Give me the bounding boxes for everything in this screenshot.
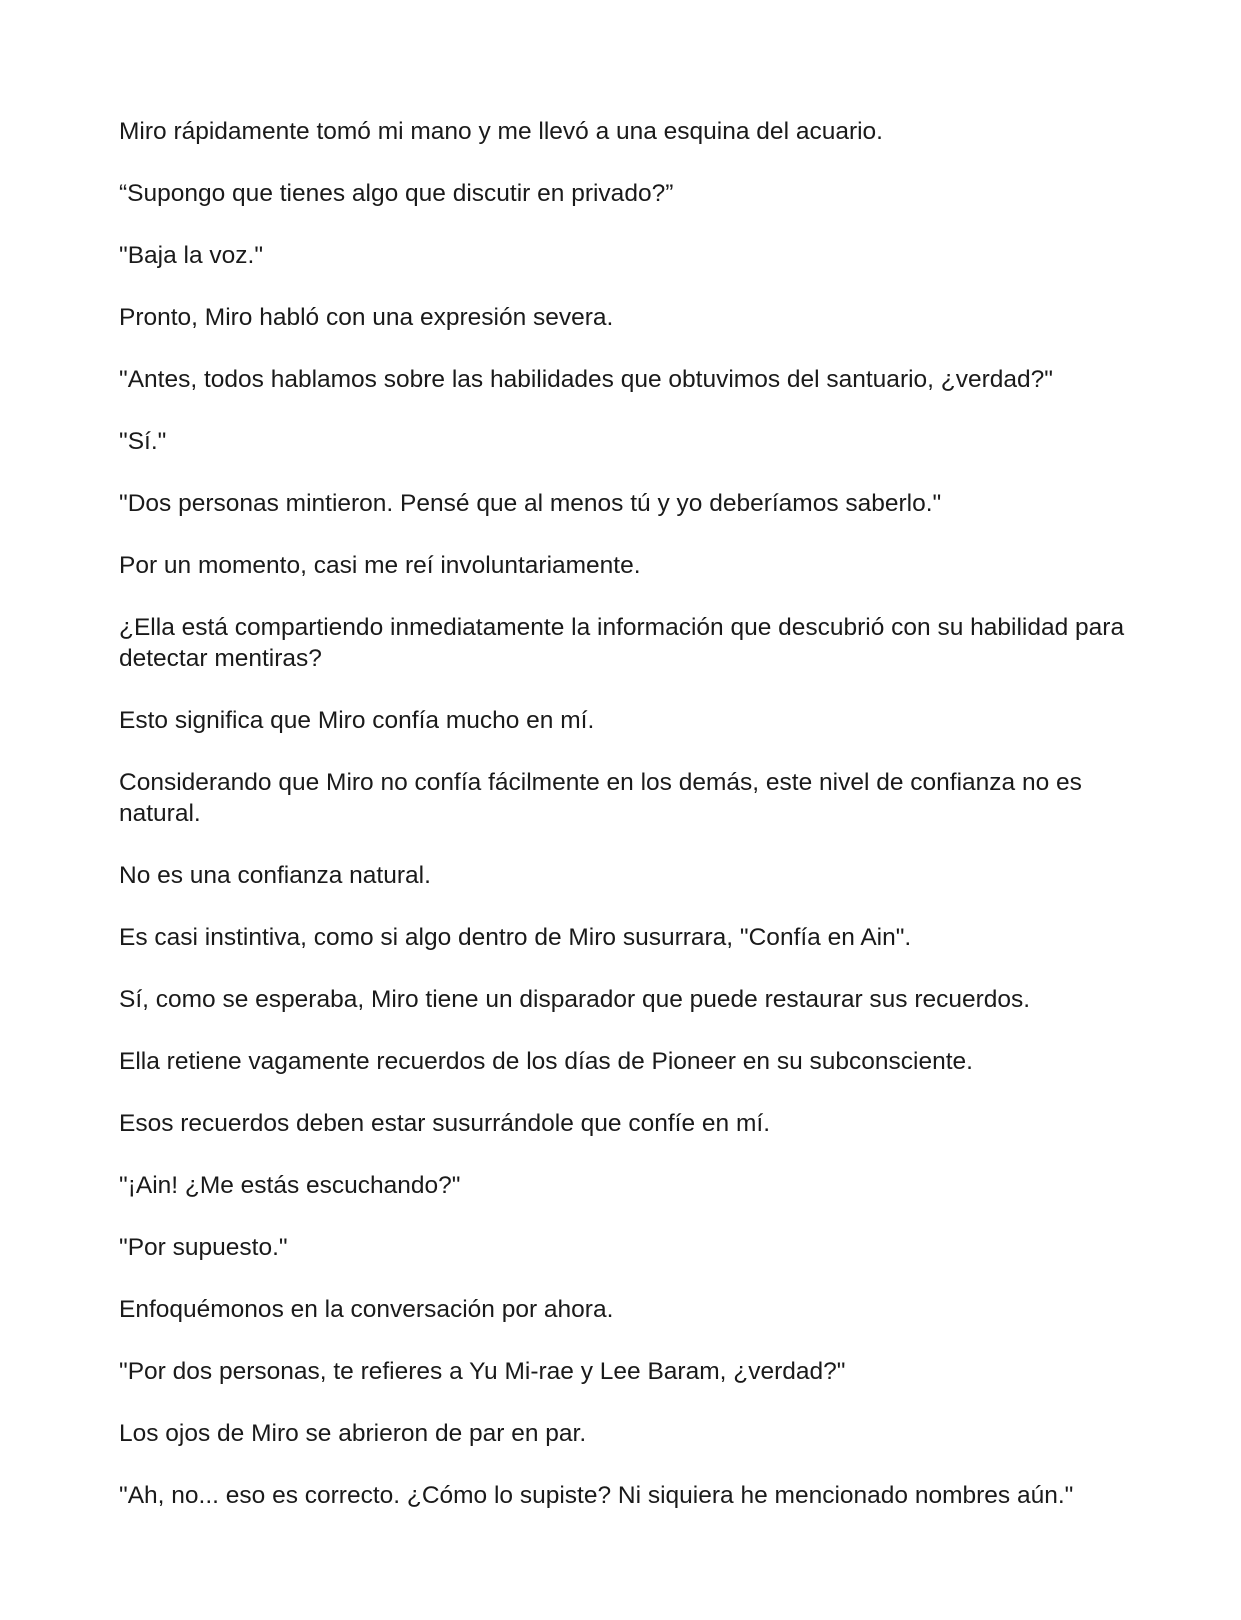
paragraph: "Baja la voz." [119,242,264,269]
paragraph: Miro rápidamente tomó mi mano y me llevó a una esquina del acuario. [119,118,883,145]
paragraph: Ella retiene vagamente recuerdos de los días de Pioneer en su subconsciente. [119,1048,973,1075]
paragraph: "¡Ain! ¿Me estás escuchando?" [119,1172,461,1199]
paragraph: "Por dos personas, te refieres a Yu Mi-rae y Lee Baram, ¿verdad?" [119,1358,846,1385]
paragraph: "Por supuesto." [119,1234,288,1261]
paragraph: Esto significa que Miro confía mucho en mí. [119,707,595,734]
paragraph: Por un momento, casi me reí involuntariamente. [119,552,641,579]
paragraph: Sí, como se esperaba, Miro tiene un disparador que puede restaurar sus recuerdos. [119,986,1031,1013]
paragraph: Es casi instintiva, como si algo dentro de Miro susurrara, "Confía en Ain". [119,924,912,951]
paragraph: Enfoquémonos en la conversación por ahora. [119,1296,614,1323]
paragraph: Los ojos de Miro se abrieron de par en par. [119,1420,587,1447]
document-body [119,116,1129,1542]
paragraph: ¿Ella está compartiendo inmediatamente la información que descubrió con su habilidad para detectar mentiras? [119,614,1125,672]
paragraph: Pronto, Miro habló con una expresión severa. [119,304,614,331]
paragraph: Considerando que Miro no confía fácilmente en los demás, este nivel de confianza no es natural. [119,769,1082,827]
paragraph: "Ah, no... eso es correcto. ¿Cómo lo supiste? Ni siquiera he mencionado nombres aún." [119,1482,1074,1509]
paragraph: “Supongo que tienes algo que discutir en privado?” [119,180,674,207]
paragraph: Esos recuerdos deben estar susurrándole que confíe en mí. [119,1110,770,1137]
paragraph: "Dos personas mintieron. Pensé que al menos tú y yo deberíamos saberlo." [119,490,942,517]
paragraph: "Sí." [119,428,167,455]
paragraph: "Antes, todos hablamos sobre las habilidades que obtuvimos del santuario, ¿verdad?" [119,366,1053,393]
paragraph: No es una confianza natural. [119,862,431,889]
